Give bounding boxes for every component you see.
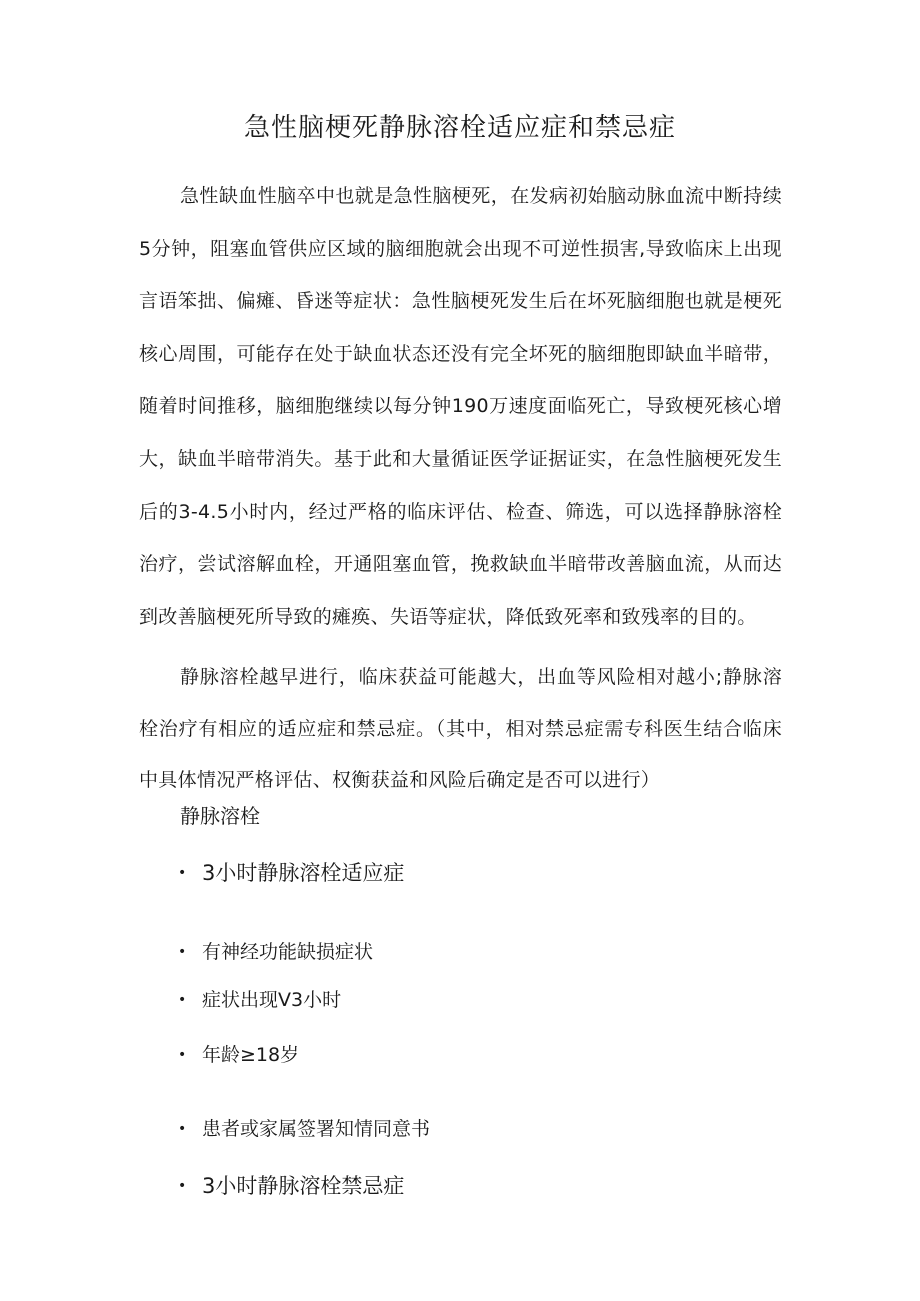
list-item-text: 3小时静脉溶栓禁忌症 xyxy=(202,1174,405,1198)
bullet-icon: • xyxy=(178,1047,187,1063)
list-item-contraindications-heading xyxy=(178,1171,404,1201)
bullet-icon: • xyxy=(178,865,187,881)
document-title: 急性脑梗死静脉溶栓适应症和禁忌症 xyxy=(243,113,676,143)
bullet-icon: • xyxy=(178,1121,187,1137)
list-item-text: 患者或家属签署知情同意书 xyxy=(202,1118,431,1140)
list-item-text: 年龄≥18岁 xyxy=(202,1044,300,1066)
list-item xyxy=(178,1040,299,1070)
bullet-icon: • xyxy=(178,992,187,1008)
list-item-indications-heading xyxy=(178,858,404,888)
section-heading: 静脉溶栓 xyxy=(180,804,260,828)
list-item xyxy=(178,1114,430,1144)
list-item-text: 3小时静脉溶栓适应症 xyxy=(202,861,405,885)
bullet-icon: • xyxy=(178,1178,187,1194)
thrombolysis-paragraph: 静脉溶栓越早进行，临床获益可能越大，出血等风险相对越小;静脉溶栓治疗有相应的适应症和禁忌症。（其中，相对禁忌症需专科医生结合临床中具体情况严格评估、权衡获益和风险后确定是否可以进行） xyxy=(139,666,782,791)
list-item xyxy=(178,985,341,1015)
list-item-text: 有神经功能缺损症状 xyxy=(202,941,374,963)
list-item xyxy=(178,937,373,967)
intro-paragraph: 急性缺血性脑卒中也就是急性脑梗死，在发病初始脑动脉血流中断持续5分钟，阻塞血管供应区域的脑细胞就会出现不可逆性损害,导致临床上出现言语笨拙、偏瘫、昏迷等症状：急性脑梗死发生后在坏死脑细胞也就是梗死核心周围，可能存在处于缺血状态还没有完全坏死的脑细胞即缺血半暗带，随着时间推移，脑细胞继续以每分钟190万速度面临死亡，导致梗死核心增大，缺血半暗带消失。基于此和大量循证医学证据证实，在急性脑梗死发生后的3-4.5小时内，经过严格的临床评估、检查、筛选，可以选择静脉溶栓治疗，尝试溶解血栓，开通阻塞血管，挽救缺血半暗带改善脑血流，从而达到改善脑梗死所导致的瘫痪、失语等症状，降低致死率和致残率的目的。 xyxy=(139,185,782,628)
bullet-icon: • xyxy=(178,944,187,960)
list-item-text: 症状出现V3小时 xyxy=(202,989,342,1011)
